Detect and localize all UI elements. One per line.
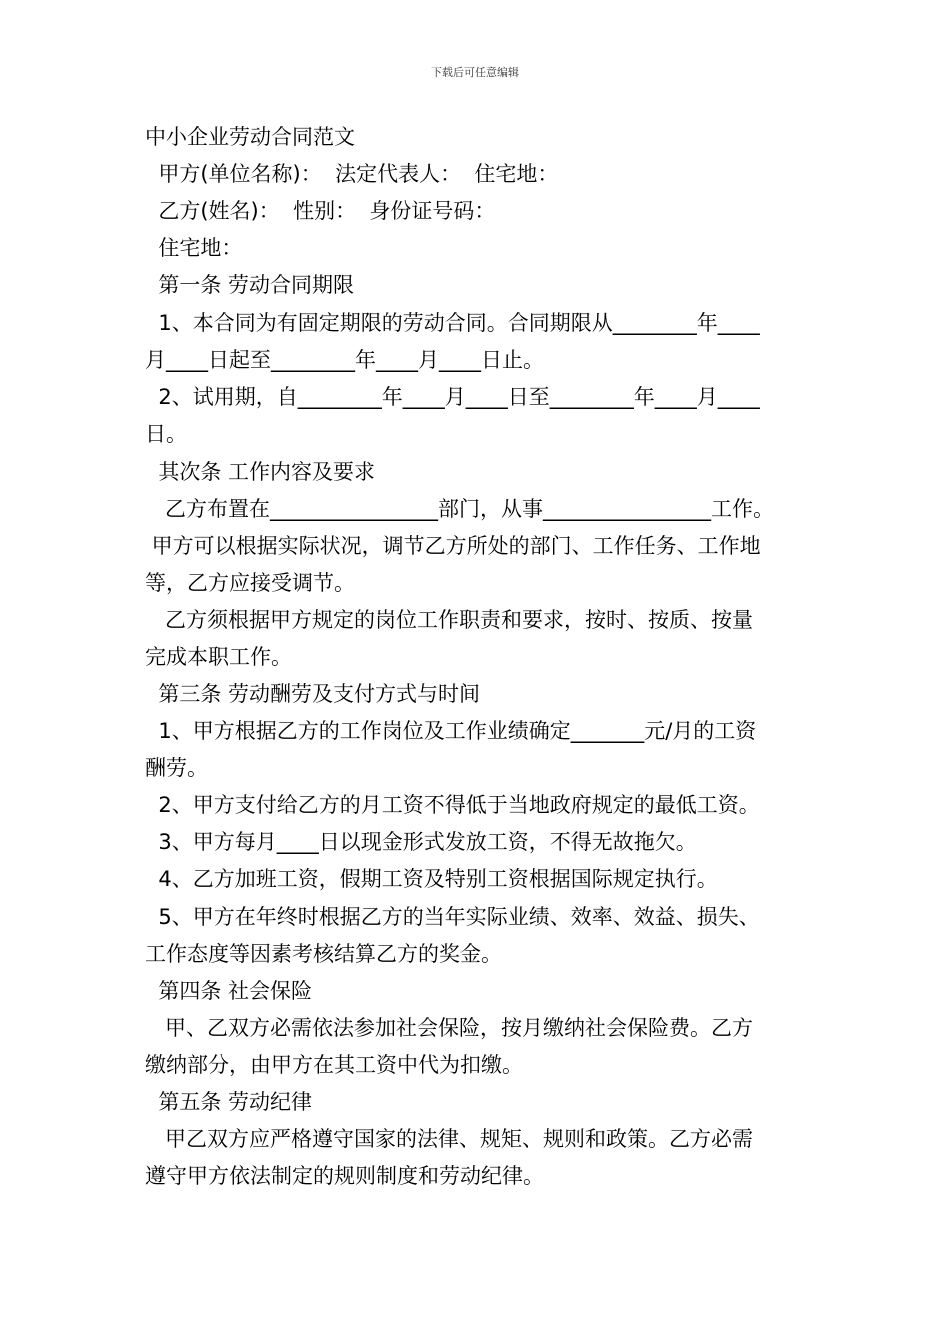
document-title: 中小企业劳动合同范文 xyxy=(145,125,355,149)
page-header: 下载后可任意编辑 xyxy=(431,66,519,79)
party-a-info: 甲方(单位名称)： 法定代表人： 住宅地： xyxy=(145,162,559,186)
paragraph-line: 日。 xyxy=(145,422,187,446)
party-b-address: 住宅地： xyxy=(145,236,243,260)
party-b-info: 乙方(姓名)： 性别： 身份证号码： xyxy=(145,199,496,223)
paragraph-line: 等，乙方应接受调节。 xyxy=(145,571,355,595)
paragraph-line: 完成本职工作。 xyxy=(145,645,292,669)
paragraph-line: 缴纳部分，由甲方在其工资中代为扣缴。 xyxy=(145,1053,523,1077)
paragraph-line: 1、甲方根据乙方的工作岗位及工作业绩确定_______元/月的工资 xyxy=(145,719,757,743)
paragraph-line: 1、本合同为有固定期限的劳动合同。合同期限从________年____ xyxy=(145,311,760,335)
paragraph-line: 月____日起至________年____月____日止。 xyxy=(145,348,544,372)
paragraph-line: 遵守甲方依法制定的规则制度和劳动纪律。 xyxy=(145,1164,544,1188)
article-5-heading: 第五条 劳动纪律 xyxy=(145,1090,313,1114)
paragraph-line: 甲、乙双方必需依法参加社会保险，按月缴纳社会保险费。乙方 xyxy=(145,1016,754,1040)
paragraph-line: 4、乙方加班工资，假期工资及特别工资根据国际规定执行。 xyxy=(145,867,718,891)
paragraph-line: 工作态度等因素考核结算乙方的奖金。 xyxy=(145,942,502,966)
paragraph-line: 2、试用期，自________年____月____日至________年____月____ xyxy=(145,385,760,409)
paragraph-line: 5、甲方在年终时根据乙方的当年实际业绩、效率、效益、损失、 xyxy=(145,905,760,929)
article-3-heading: 第三条 劳动酬劳及支付方式与时间 xyxy=(145,682,481,706)
paragraph-line: 2、甲方支付给乙方的月工资不得低于当地政府规定的最低工资。 xyxy=(145,793,760,817)
paragraph-line: 乙方须根据甲方规定的岗位工作职责和要求，按时、按质、按量 xyxy=(145,608,754,632)
paragraph-line: 甲方可以根据实际状况，调节乙方所处的部门、工作任务、工作地 xyxy=(145,534,761,558)
article-1-heading: 第一条 劳动合同期限 xyxy=(145,273,355,297)
paragraph-line: 酬劳。 xyxy=(145,756,208,780)
article-4-heading: 第四条 社会保险 xyxy=(145,979,313,1003)
paragraph-line: 乙方布置在________________部门，从事________________工作。 xyxy=(145,497,775,521)
paragraph-line: 3、甲方每月____日以现金形式发放工资，不得无故拖欠。 xyxy=(145,830,697,854)
paragraph-line: 甲乙双方应严格遵守国家的法律、规矩、规则和政策。乙方必需 xyxy=(145,1127,754,1151)
article-2-heading: 其次条 工作内容及要求 xyxy=(145,460,376,484)
